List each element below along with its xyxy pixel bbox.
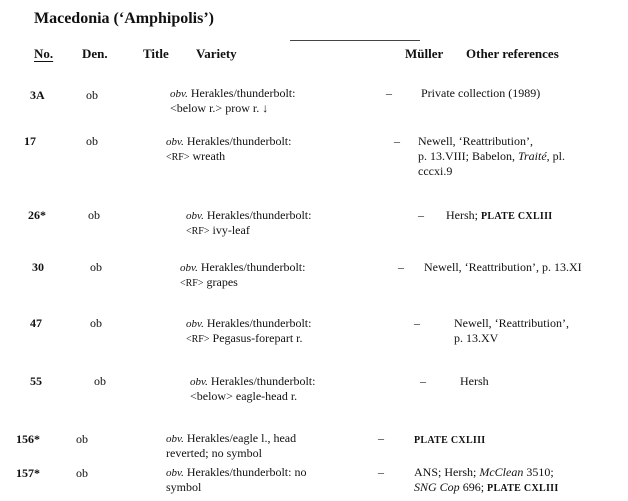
row-denomination: ob (90, 316, 102, 330)
ref-text: 3510; (526, 465, 554, 479)
ref-text: p. 13.VIII; Babelon, (418, 149, 515, 163)
variety-text: Herakles/thunderbolt: (200, 260, 306, 274)
rf-abbreviation: <RF> (166, 152, 190, 163)
row-denomination: ob (76, 432, 88, 446)
row-muller: – (378, 465, 384, 479)
ref-text: ANS; Hersh; (414, 465, 477, 479)
row-variety-line-2 (186, 331, 303, 347)
header-rule (290, 40, 420, 41)
row-other-references (446, 208, 553, 224)
row-variety-line-1 (186, 316, 311, 332)
obv-label: obv. (180, 262, 198, 274)
row-other-references: Hersh (460, 374, 489, 388)
row-ref-line-3: cccxi.9 (418, 164, 453, 178)
plate-reference: PLATE CXLIII (414, 435, 486, 446)
ref-italic: SNG Cop (414, 480, 460, 494)
obv-label: obv. (166, 467, 184, 479)
row-muller: – (378, 431, 384, 445)
header-variety: Variety (196, 46, 237, 61)
row-ref-line-2 (414, 480, 559, 496)
variety-text: Herakles/thunderbolt: (186, 134, 292, 148)
row-ref-line-1: Newell, ‘Reattribution’, (418, 134, 533, 148)
row-variety-line-2: reverted; no symbol (166, 446, 262, 460)
row-muller: – (418, 208, 424, 222)
row-variety-line-1 (186, 208, 311, 224)
row-denomination: ob (86, 134, 98, 148)
rf-abbreviation: <RF> (186, 334, 210, 345)
row-variety-line-1 (190, 374, 315, 390)
rf-abbreviation: <RF> (180, 278, 204, 289)
row-number: 157* (16, 466, 40, 480)
variety-text: Herakles/eagle l., head (186, 431, 297, 445)
row-ref-line-1 (414, 465, 554, 480)
row-variety-line-2: <below> eagle-head r. (190, 389, 298, 403)
header-no: No. (34, 46, 54, 61)
row-number: 156* (16, 432, 40, 446)
variety-text: Herakles/thunderbolt: (206, 316, 312, 330)
header-den: Den. (82, 46, 108, 61)
row-variety-line-1 (166, 134, 291, 150)
ref-italic: McClean (479, 465, 524, 479)
row-number: 47 (30, 316, 42, 330)
obv-label: obv. (170, 88, 188, 100)
page-title: Macedonia (‘Amphipolis’) (34, 10, 214, 27)
row-variety-line-1 (170, 86, 295, 102)
plate-reference: PLATE CXLIII (487, 483, 559, 494)
row-denomination: ob (94, 374, 106, 388)
variety-text: Herakles/thunderbolt: (190, 86, 296, 100)
row-denomination: ob (86, 88, 98, 102)
row-muller: – (394, 134, 400, 148)
ref-text: Hersh; (446, 208, 478, 222)
row-ref-line-2: p. 13.XV (454, 331, 499, 345)
obv-label: obv. (190, 376, 208, 388)
variety-symbol: grapes (206, 275, 238, 289)
obv-label: obv. (186, 318, 204, 330)
header-title: Title (143, 46, 169, 61)
obv-label: obv. (186, 210, 204, 222)
row-muller: – (398, 260, 404, 274)
row-number: 30 (32, 260, 44, 274)
row-muller: – (414, 316, 420, 330)
row-variety-line-2: <below r.> prow r. ↓ (170, 101, 269, 115)
row-number: 3A (30, 88, 45, 102)
row-denomination: ob (76, 466, 88, 480)
row-muller: – (420, 374, 426, 388)
header-muller: Müller (405, 46, 444, 61)
variety-text: Herakles/thunderbolt: (210, 374, 316, 388)
row-other-references (414, 432, 486, 448)
row-other-references: Newell, ‘Reattribution’, p. 13.XI (424, 260, 582, 274)
variety-text: Herakles/thunderbolt: no (186, 465, 307, 479)
row-variety-line-2: symbol (166, 480, 202, 494)
row-variety-line-1 (166, 465, 306, 481)
ref-text: 696; (462, 480, 485, 494)
row-number: 17 (24, 134, 36, 148)
row-ref-line-1: Newell, ‘Reattribution’, (454, 316, 569, 330)
ref-text: , pl. (546, 149, 566, 163)
row-variety-line-2 (166, 149, 225, 165)
obv-label: obv. (166, 136, 184, 148)
header-other-references: Other references (466, 46, 559, 61)
row-other-references: Private collection (1989) (421, 86, 541, 100)
variety-symbol: ivy-leaf (212, 223, 250, 237)
obv-label: obv. (166, 433, 184, 445)
row-variety-line-1 (166, 431, 296, 447)
variety-symbol: Pegasus-forepart r. (212, 331, 303, 345)
row-denomination: ob (88, 208, 100, 222)
row-variety-line-1 (180, 260, 305, 276)
row-variety-line-2 (186, 223, 250, 239)
row-variety-line-2 (180, 275, 238, 291)
ref-italic: Traité (517, 149, 547, 163)
variety-text: Herakles/thunderbolt: (206, 208, 312, 222)
row-denomination: ob (90, 260, 102, 274)
row-number: 26* (28, 208, 46, 222)
rf-abbreviation: <RF> (186, 226, 210, 237)
plate-reference: PLATE CXLIII (481, 211, 553, 222)
row-ref-line-2 (418, 149, 565, 164)
row-muller: – (386, 86, 392, 100)
row-number: 55 (30, 374, 42, 388)
variety-symbol: wreath (192, 149, 226, 163)
